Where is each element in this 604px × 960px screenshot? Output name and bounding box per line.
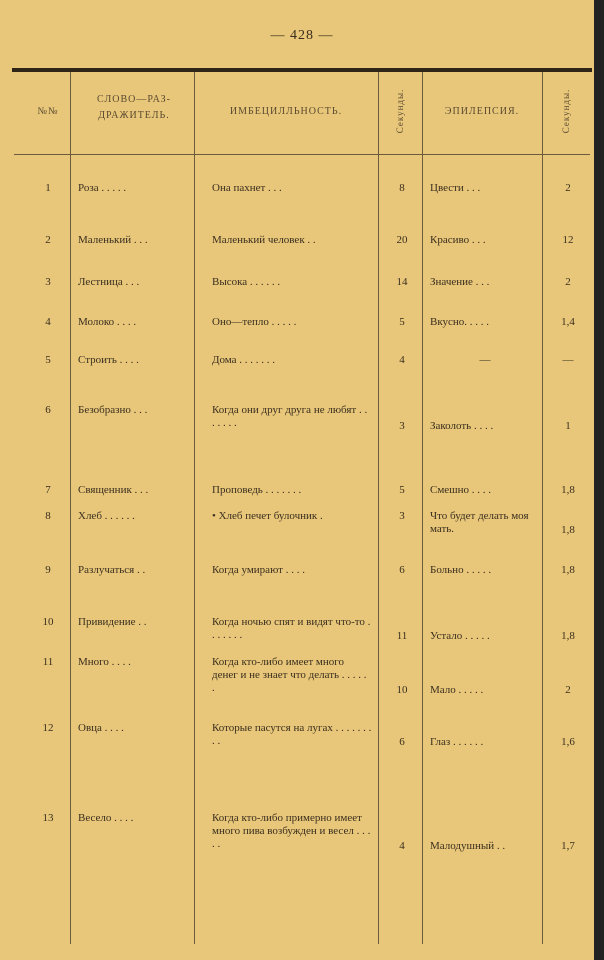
stimulus-word: Безобразно . . . (78, 404, 148, 416)
row-number: 11 (42, 656, 54, 668)
row-number: 6 (45, 404, 51, 416)
epilepsy-response: Что будет делать моя мать. (430, 510, 529, 535)
epilepsy-response: — (479, 354, 491, 366)
stimulus-word: Овца . . . . (78, 722, 124, 734)
imbecility-seconds: 4 (399, 354, 405, 366)
imbecility-seconds: 5 (399, 316, 405, 328)
epilepsy-seconds: 1,8 (561, 524, 575, 536)
stimulus-word: Лестница . . . (78, 276, 140, 288)
epilepsy-response: Значение . . . (430, 276, 490, 288)
row-number: 13 (42, 812, 54, 824)
row-number: 10 (42, 616, 54, 628)
imbecility-seconds: 10 (396, 684, 408, 696)
imbecility-response: Когда они друг друга не любят . . . . . . . (212, 404, 368, 429)
imbecility-seconds: 20 (396, 234, 408, 246)
epilepsy-seconds: 2 (565, 182, 571, 194)
imbecility-seconds: 5 (399, 484, 405, 496)
epilepsy-seconds: 12 (562, 234, 574, 246)
column-divider (70, 72, 71, 944)
epilepsy-seconds: 1,8 (561, 484, 575, 496)
epilepsy-seconds: 1,4 (561, 316, 575, 328)
imbecility-seconds: 6 (399, 736, 405, 748)
imbecility-seconds: 3 (399, 420, 405, 432)
stimulus-word: Весело . . . . (78, 812, 134, 824)
imbecility-response: Маленький человек . . (212, 234, 316, 246)
epilepsy-response: Мало . . . . . (430, 684, 484, 696)
imbecility-response: Когда кто-либо имеет много денег и не знает что делать . . . . . . (212, 656, 367, 694)
column-divider (422, 72, 423, 944)
imbecility-response: Оно—тепло . . . . . (212, 316, 297, 328)
imbecility-response: Проповедь . . . . . . . (212, 484, 302, 496)
epilepsy-seconds: 2 (565, 684, 571, 696)
epilepsy-seconds: 1,8 (561, 630, 575, 642)
epilepsy-response: Малодушный . . (430, 840, 506, 852)
column-divider (194, 72, 195, 944)
epilepsy-seconds: 1,8 (561, 564, 575, 576)
imbecility-response: Она пахнет . . . (212, 182, 282, 194)
header-epilepsy: ЭПИЛЕПСИЯ. (444, 106, 520, 117)
stimulus-word: Много . . . . (78, 656, 131, 668)
header-bottom-rule (14, 154, 590, 155)
epilepsy-response: Устало . . . . . (430, 630, 490, 642)
epilepsy-seconds: 1,7 (561, 840, 575, 852)
imbecility-seconds: 3 (399, 510, 405, 522)
epilepsy-response: Заколоть . . . . (430, 420, 494, 432)
stimulus-word: Молоко . . . . (78, 316, 137, 328)
imbecility-response: Дома . . . . . . . (212, 354, 276, 366)
epilepsy-response: Вкусно. . . . . (430, 316, 490, 328)
stimulus-word: Разлучаться . . (78, 564, 146, 576)
epilepsy-response: Глаз . . . . . . (430, 736, 484, 748)
row-number: 7 (45, 484, 51, 496)
header-seconds-1: Секунды. (395, 88, 405, 134)
imbecility-response: Когда умирают . . . . (212, 564, 305, 576)
epilepsy-response: Красиво . . . (430, 234, 486, 246)
imbecility-seconds: 14 (396, 276, 408, 288)
epilepsy-seconds: 2 (565, 276, 571, 288)
imbecility-response: Которые пасутся на лугах . . . . . . . . . (212, 722, 372, 747)
stimulus-word: Привидение . . (78, 616, 147, 628)
imbecility-response: • Хлеб печет булочник . (212, 510, 323, 522)
imbecility-seconds: 6 (399, 564, 405, 576)
epilepsy-response: Больно . . . . . (430, 564, 492, 576)
page-number: — 428 — (270, 28, 334, 43)
epilepsy-response: Цвести . . . (430, 182, 481, 194)
imbecility-response: Когда кто-либо примерно имеет много пива возбужден и весел . . . . . (212, 812, 371, 850)
epilepsy-response: Смешно . . . . (430, 484, 492, 496)
row-number: 12 (42, 722, 54, 734)
row-number: 1 (45, 182, 51, 194)
column-divider (542, 72, 543, 944)
stimulus-word: Маленький . . . (78, 234, 148, 246)
epilepsy-seconds: — (562, 354, 574, 366)
stimulus-word: Роза . . . . . (78, 182, 127, 194)
row-number: 9 (45, 564, 51, 576)
imbecility-response: Когда ночью спят и видят что-то . . . . . . . (212, 616, 371, 641)
row-number: 3 (45, 276, 51, 288)
stimulus-word: Хлеб . . . . . . (78, 510, 135, 522)
header-word: СЛОВО—РАЗ-ДРАЖИТЕЛЬ. (97, 94, 171, 121)
row-number: 5 (45, 354, 51, 366)
header-imbecility: ИМБЕЦИЛЛЬНОСТЬ. (229, 106, 343, 117)
imbecility-seconds: 8 (399, 182, 405, 194)
column-divider (378, 72, 379, 944)
scan-edge (594, 0, 604, 960)
row-number: 4 (45, 316, 51, 328)
header-num: №№ (37, 106, 59, 117)
table-top-rule (12, 68, 592, 72)
stimulus-word: Строить . . . . (78, 354, 139, 366)
header-seconds-2: Секунды. (561, 88, 571, 134)
imbecility-seconds: 4 (399, 840, 405, 852)
row-number: 8 (45, 510, 51, 522)
epilepsy-seconds: 1,6 (561, 736, 575, 748)
imbecility-seconds: 11 (396, 630, 408, 642)
epilepsy-seconds: 1 (565, 420, 571, 432)
imbecility-response: Высока . . . . . . (212, 276, 281, 288)
stimulus-word: Священник . . . (78, 484, 149, 496)
row-number: 2 (45, 234, 51, 246)
